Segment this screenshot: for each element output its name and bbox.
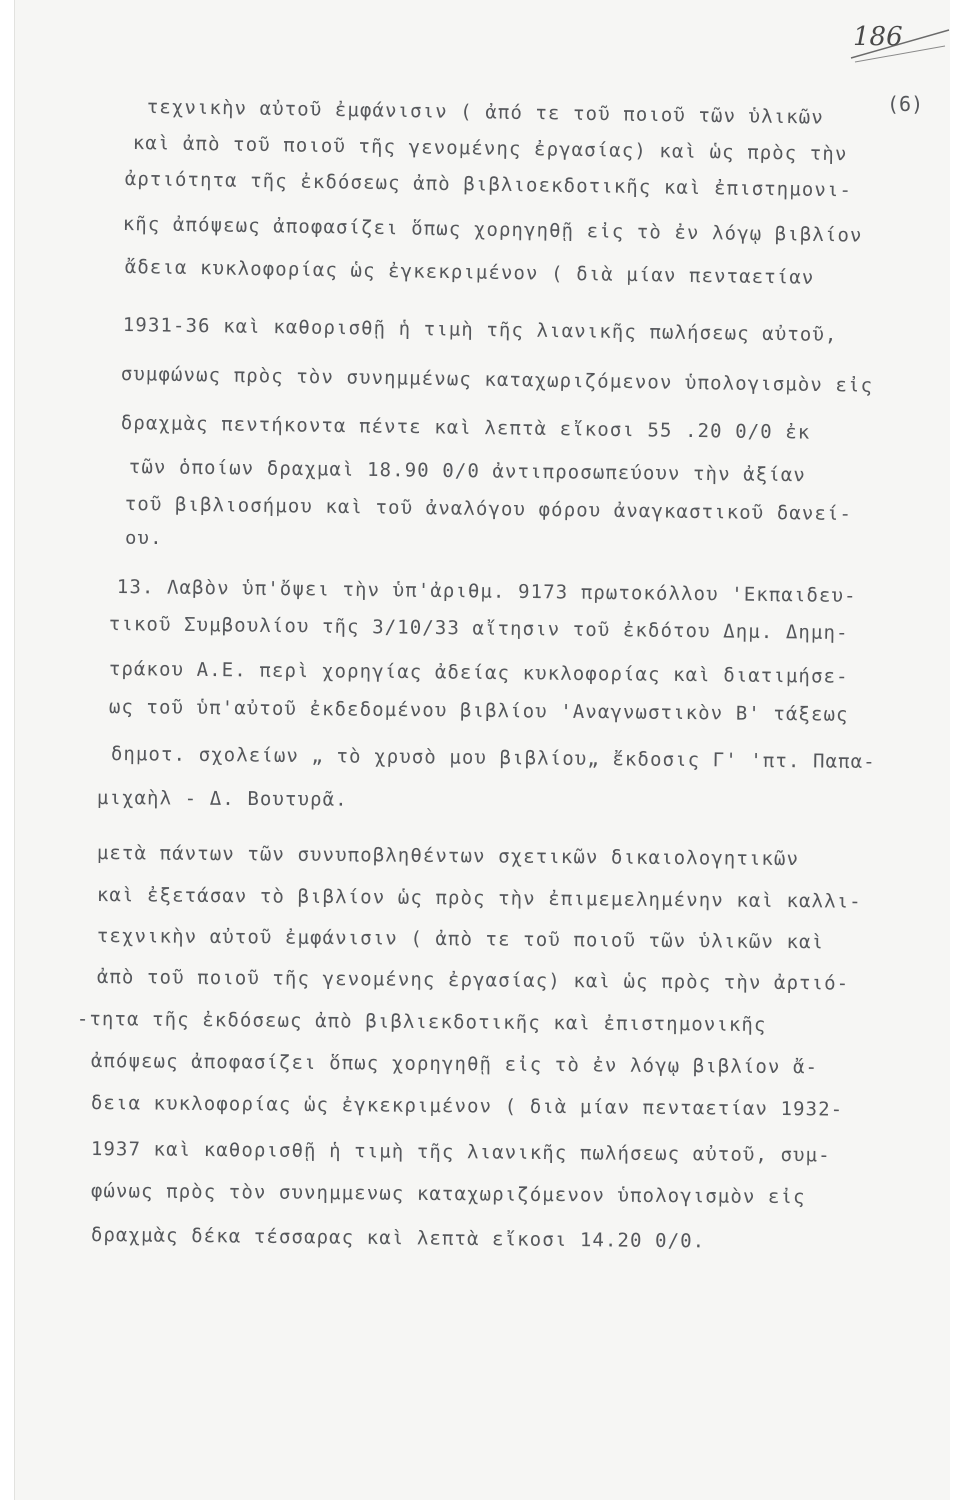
text-line: 13. Λαβὸν ὑπ'ὄψει τὴν ὑπ'ἀριθμ. 9173 πρωτοκόλλου 'Εκπαιδευ-	[116, 576, 857, 608]
text-line: δεια κυκλοφορίας ὡς ἐγκεκριμένον ( διὰ μίαν πενταετίαν 1932-	[90, 1092, 844, 1121]
text-line: ου.	[125, 527, 163, 549]
text-line: ἄδεια κυκλοφορίας ὡς ἐγκεκριμένον ( διὰ μίαν πενταετίαν	[124, 256, 815, 289]
text-line: φώνως πρὸς τὸν συνημμενως καταχωριζόμενον ὑπολογισμὸν εἰς	[90, 1180, 806, 1209]
page-marker: (6)	[887, 92, 924, 116]
text-line: καὶ ἀπὸ τοῦ ποιοῦ τῆς γενομένης ἐργασίας) καὶ ὡς πρὸς τὴν	[132, 132, 848, 166]
text-line: -τητα τῆς ἐκδόσεως ἀπὸ βιβλιεκδοτικῆς καὶ ἐπιστημονικῆς	[76, 1008, 767, 1037]
text-line: ἀρτιότητα τῆς ἐκδόσεως ἀπὸ βιβλιοεκδοτικῆς καὶ ἐπιστημονι-	[124, 168, 853, 202]
text-line: τεχνικὴν αὐτοῦ ἐμφάνισιν ( ἀπὸ τε τοῦ ποιοῦ τῶν ὑλικῶν καὶ	[96, 925, 825, 954]
text-line: τεχνικὴν αὐτοῦ ἐμφάνισιν ( ἀπό τε τοῦ ποιοῦ τῶν ὑλικῶν	[146, 96, 825, 129]
text-line: τικοῦ Συμβουλίου τῆς 3/10/33 αἴτησιν τοῦ ἐκδότου Δημ. Δημη-	[108, 613, 849, 645]
text-line: δραχμὰς πεντήκοντα πέντε καὶ λεπτὰ εἴκοσι 55 .20 0/0 ἐκ	[120, 412, 811, 444]
text-line: καὶ ἐξετάσαν τὸ βιβλίον ὡς πρὸς τὴν ἐπιμεμελημένην καὶ καλλι-	[96, 884, 862, 913]
text-line: δημοτ. σχολείων „ τὸ χρυσὸ μου βιβλίου„ ἔκδοσις Γ' 'πτ. Παπα-	[110, 743, 876, 774]
text-line: 1937 καὶ καθορισθῇ ἡ τιμὴ τῆς λιανικῆς πωλήσεως αὐτοῦ, συμ-	[90, 1138, 831, 1167]
text-line: τοῦ βιβλιοσήμου καὶ τοῦ ἀναλόγου φόρου ἀναγκαστικοῦ δανεί-	[124, 493, 853, 526]
text-line: δραχμὰς δέκα τέσσαρας καὶ λεπτὰ εἴκοσι 14.20 0/0.	[90, 1224, 706, 1253]
document-page	[14, 0, 950, 1500]
text-line: ως τοῦ ὑπ'αὐτοῦ ἐκδεδομένου βιβλίου 'Αναγνωστικὸν Β' τάξεως	[108, 696, 849, 726]
folio-number: 186	[853, 22, 903, 52]
text-line: συμφώνως πρὸς τὸν συνημμένως καταχωριζόμενον ὑπολογισμὸν εἰς	[120, 363, 874, 397]
text-line: ἀπὸ τοῦ ποιοῦ τῆς γενομένης ἐργασίας) καὶ ὡς πρὸς τὴν ἀρτιό-	[96, 966, 850, 995]
text-line: μετὰ πάντων τῶν συνυποβληθέντων σχετικῶν δικαιολογητικῶν	[96, 842, 800, 871]
text-line: τῶν ὁποίων δραχμαὶ 18.90 0/0 ἀντιπροσωπεύουν τὴν ἀξίαν	[128, 456, 807, 487]
text-line: τράκου Α.Ε. περὶ χορηγίας ἀδείας κυκλοφορίας καὶ διατιμήσε-	[108, 658, 849, 688]
text-line: 1931-36 καὶ καθορισθῇ ἡ τιμὴ τῆς λιανικῆς πωλήσεως αὐτοῦ,	[122, 314, 838, 346]
text-line: ἀπόψεως ἀποφασίζει ὅπως χορηγηθῇ εἰς τὸ ἐν λόγῳ βιβλίον ἄ-	[90, 1050, 819, 1079]
text-line: κῆς ἀπόψεως ἀποφασίζει ὅπως χορηγηθῇ εἰς τὸ ἐν λόγῳ βιβλίον	[122, 213, 863, 247]
text-line: μιχαὴλ - Δ. Βουτυρᾶ.	[96, 787, 348, 811]
